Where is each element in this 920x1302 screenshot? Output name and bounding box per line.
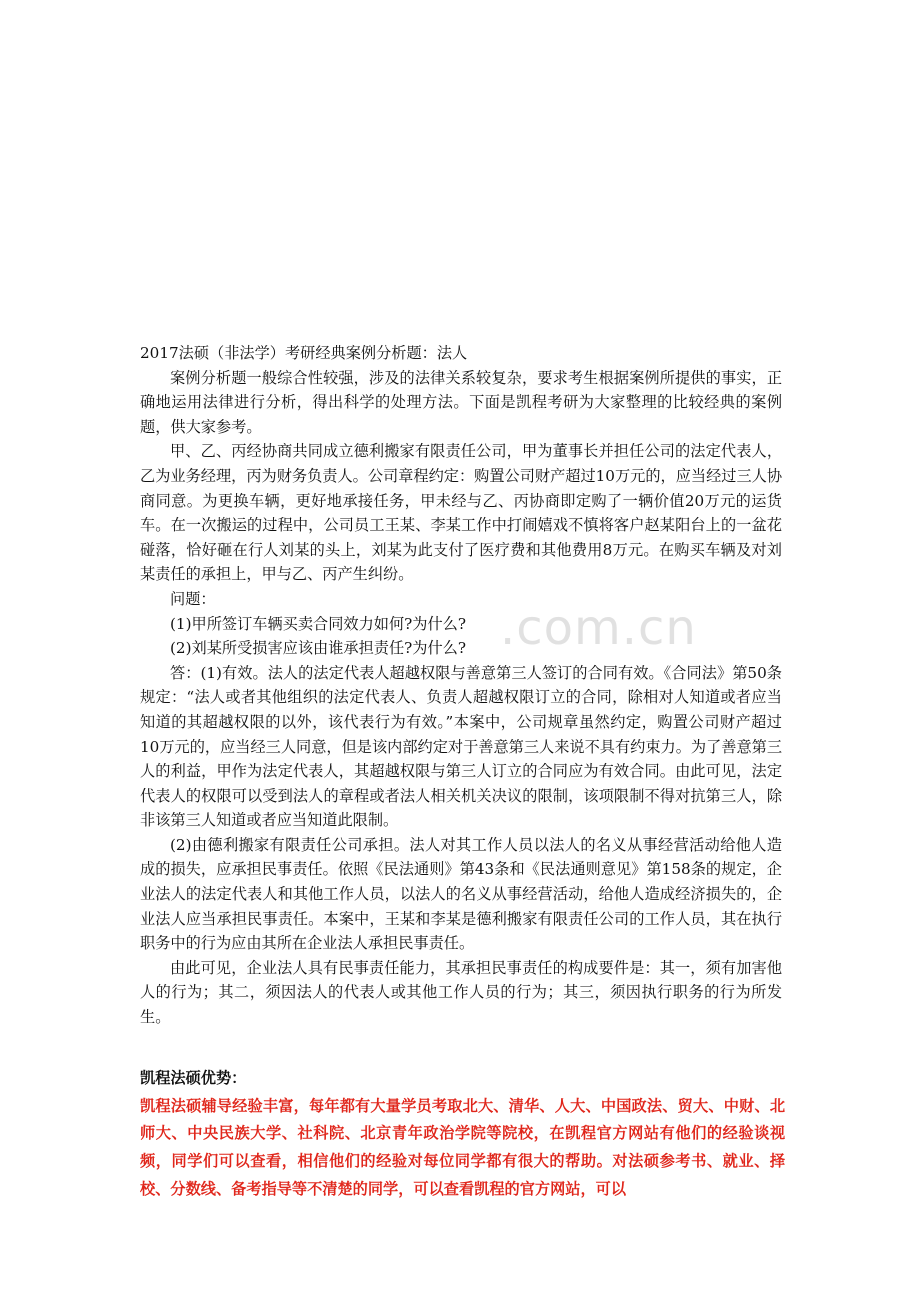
advantage-body: 凯程法硕辅导经验丰富，每年都有大量学员考取北大、清华、人大、中国政法、贸大、中财、北师大、中央民族大学、社科院、北京青年政治学院等院校，在凯程官方网站有他们的经验谈视频，同学们可以查看，相信他们的经验对每位同学都有很大的帮助。对法硕参考书、就业、择校、分数线、备考指导等不清楚的同学，可以查看凯程的官方网站，可以	[140, 1096, 785, 1198]
answer-1-paragraph: 答：(1)有效。法人的法定代表人超越权限与善意第三人签订的合同有效。《合同法》第50条规定：“法人或者其他组织的法定代表人、负责人超越权限订立的合同，除相对人知道或者应当知道的其超越权限的以外，该代表行为有效。”本案中，公司规章虽然约定，购置公司财产超过10万元的，应当经三人同意，但是该内部约定对于善意第三人来说不具有约束力。为了善意第三人的利益，甲作为法定代表人，其超越权限与第三人订立的合同应为有效合同。由此可见，法定代表人的权限可以受到法人的章程或者法人相关机关决议的限制，该项限制不得对抗第三人，除非该第三人知道或者应当知道此限制。	[140, 663, 783, 830]
intro-paragraph: 案例分析题一般综合性较强，涉及的法律关系较复杂，要求考生根据案例所提供的事实，正确地运用法律进行分析，得出科学的处理方法。下面是凯程考研为大家整理的比较经典的案例题，供大家参考。	[140, 368, 782, 436]
case-paragraph: 甲、乙、丙经协商共同成立德利搬家有限责任公司，甲为董事长并担任公司的法定代表人，乙为业务经理，丙为财务负责人。公司章程约定：购置公司财产超过10万元的，应当经过三人协商同意。为更换车辆，更好地承接任务，甲未经与乙、丙协商即定购了一辆价值20万元的运货车。在一次搬运的过程中，公司员工王某、李某工作中打闹嬉戏不慎将客户赵某阳台上的一盆花碰落，恰好砸在行人刘某的头上，刘某为此支付了医疗费和其他费用8万元。在购买车辆及对刘某责任的承担上，甲与乙、丙产生纠纷。	[140, 442, 783, 584]
watermark-text: .com.cn	[500, 600, 697, 656]
article-body	[140, 341, 782, 1030]
advantage-heading: 凯程法硕优势：	[140, 1069, 247, 1087]
conclusion-paragraph: 由此可见，企业法人具有民事责任能力，其承担民事责任的构成要件是：其一，须有加害他人的行为；其二，须因法人的代表人或其他工作人员的行为；其三，须因执行职务的行为所发生。	[140, 958, 782, 1027]
advantage-section	[140, 1066, 785, 1203]
answer-2-paragraph: (2)由德利搬家有限责任公司承担。法人对其工作人员以法人的名义从事经营活动给他人造成的损失，应承担民事责任。依照《民法通则》第43条和《民法通则意见》第158条的规定，企业法人的法定代表人和其他工作人员，以法人的名义从事经营活动，给他人造成经济损失的，企业法人应当承担民事责任。本案中，王某和李某是德利搬家有限责任公司的工作人员，其在执行职务中的行为应由其所在企业法人承担民事责任。	[140, 835, 782, 953]
questions-label: 问题：	[170, 589, 216, 608]
question-2: (2)刘某所受损害应该由谁承担责任?为什么?	[170, 639, 466, 658]
article-title: 2017法硕（非法学）考研经典案例分析题：法人	[140, 344, 468, 362]
question-1: (1)甲所签订车辆买卖合同效力如何?为什么?	[170, 614, 466, 633]
